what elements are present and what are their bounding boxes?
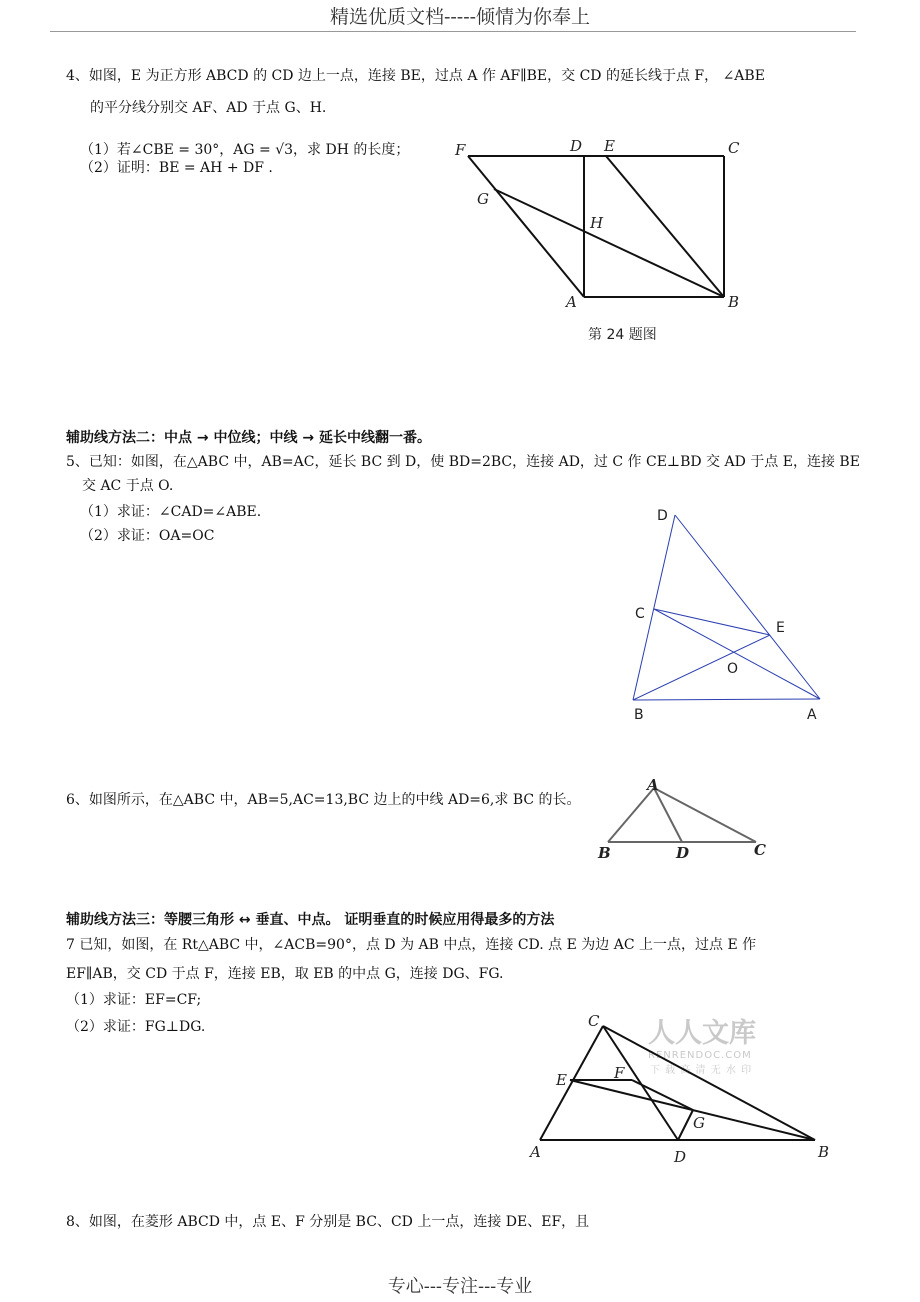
q6-text: 6、如图所示，在△ABC 中，AB=5,AC=13,BC 边上的中线 AD=6,求 BC 的长。 xyxy=(66,792,581,808)
q4-label-B: B xyxy=(728,293,740,311)
q6-label-C: C xyxy=(754,841,766,859)
method3-title: 辅助线方法三：等腰三角形 ↔ 垂直、中点。 证明垂直的时候应用得最多的方法 xyxy=(66,912,555,928)
q4-label-H: H xyxy=(590,214,604,232)
q5-label-O: O xyxy=(727,661,739,677)
q7-label-D: D xyxy=(674,1148,687,1166)
q7-line1: 7 已知，如图，在 Rt△ABC 中，∠ACB=90°，点 D 为 AB 中点，连接 CD. 点 E 为边 AC 上一点，过点 E 作 xyxy=(66,937,757,953)
page-footer: 专心---专注---专业 xyxy=(387,1276,533,1297)
q7-line-DG xyxy=(678,1110,693,1140)
q7-line-FG xyxy=(632,1080,693,1110)
q4-label-G: G xyxy=(477,190,489,208)
q4-part1: （1）若∠CBE = 30°，AG = √3，求 DH 的长度； xyxy=(80,142,410,158)
q4-line1: 4、如图，E 为正方形 ABCD 的 CD 边上一点，连接 BE，过点 A 作 AF∥BE，交 CD 的延长线于点 F， ∠ABE xyxy=(66,68,765,84)
page-header: 精选优质文档-----倾情为你奉上 xyxy=(329,6,591,28)
q5-part2: （2）求证：OA=OC xyxy=(80,528,215,544)
q7-label-F: F xyxy=(614,1064,625,1082)
q4-label-E: E xyxy=(604,137,615,155)
q5-label-D: D xyxy=(657,508,668,524)
q4-line2: 的平分线分别交 AF、AD 于点 G、H. xyxy=(90,100,327,116)
q4-part2: （2）证明：BE = AH + DF . xyxy=(80,160,273,176)
q5-line1: 5、已知：如图，在△ABC 中，AB=AC，延长 BC 到 D，使 BD=2BC，连接 AD，过 C 作 CE⊥BD 交 AD 于点 E，连接 BE xyxy=(66,454,860,470)
q7-label-A: A xyxy=(530,1143,541,1161)
q6-label-A: A xyxy=(647,776,659,794)
method2-title: 辅助线方法二：中点 → 中位线；中线 → 延长中线翻一番。 xyxy=(66,430,431,446)
q4-label-C: C xyxy=(728,139,740,157)
q8-text: 8、如图，在菱形 ABCD 中，点 E、F 分别是 BC、CD 上一点，连接 DE、EF，且 xyxy=(66,1214,590,1230)
q7-label-B: B xyxy=(818,1143,830,1161)
watermark-title: 人人文库 xyxy=(648,1018,756,1049)
q7-label-C: C xyxy=(588,1012,600,1030)
q6-label-B: B xyxy=(598,844,611,862)
q5-label-B: B xyxy=(634,707,644,723)
q4-caption: 第 24 题图 xyxy=(588,327,657,343)
q5-line2: 交 AC 于点 O. xyxy=(82,478,174,494)
q7-label-E: E xyxy=(556,1071,567,1089)
q6-label-D: D xyxy=(676,844,690,862)
q5-part1: （1）求证：∠CAD=∠ABE. xyxy=(80,504,262,520)
q7-line-AC xyxy=(540,1026,603,1140)
q5-label-E: E xyxy=(776,620,785,636)
q5-label-C: C xyxy=(635,606,645,622)
q7-label-G: G xyxy=(693,1114,705,1132)
q4-label-A: A xyxy=(566,293,577,311)
q4-label-D: D xyxy=(570,137,583,155)
q5-label-A: A xyxy=(807,707,817,723)
q7-part1: （1）求证：EF=CF; xyxy=(66,992,202,1008)
q7-part2: （2）求证：FG⊥DG. xyxy=(66,1019,206,1035)
watermark-site: RENRENDOC.COM xyxy=(648,1050,752,1061)
watermark-sub: 下 载 高 清 无 水 印 xyxy=(650,1065,753,1076)
q4-label-F: F xyxy=(455,141,466,159)
q7-line2: EF∥AB，交 CD 于点 F，连接 EB，取 EB 的中点 G，连接 DG、FG. xyxy=(66,966,504,982)
